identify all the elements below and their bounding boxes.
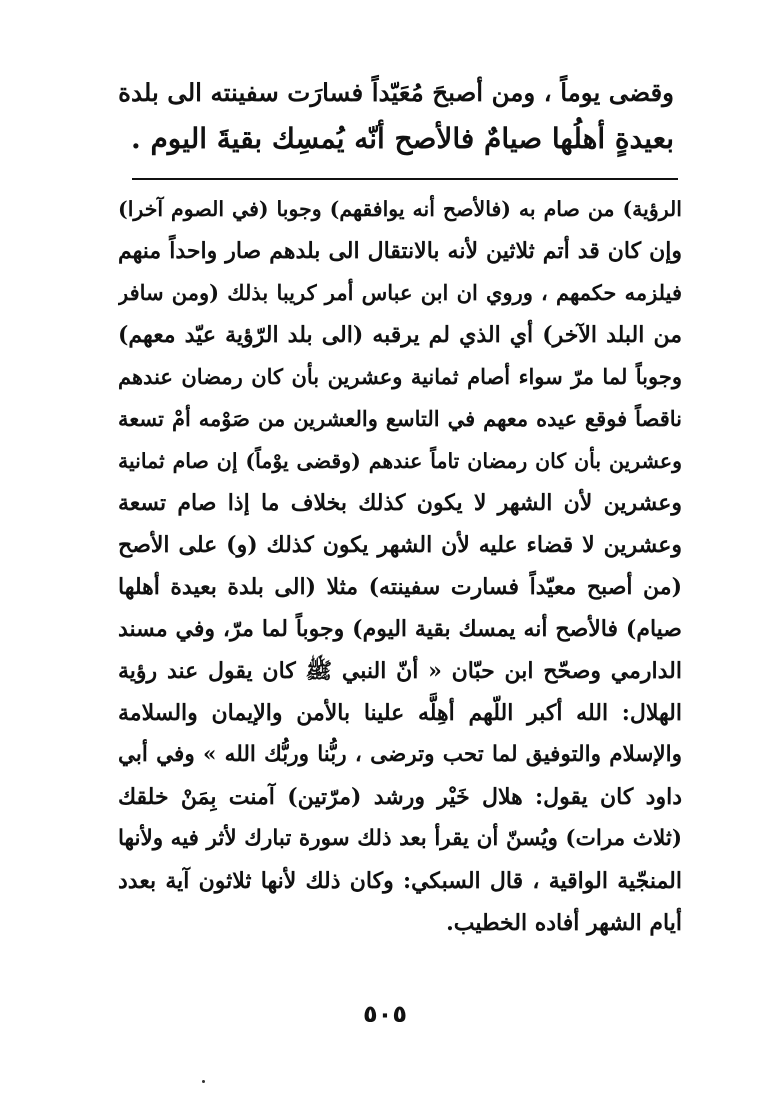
- commentary-block: [118, 188, 682, 944]
- main-text-line: وقضى يوماً ، ومن أصبحَ مُعَيّداً فسارَت سفينته الى بلدة: [118, 78, 674, 107]
- main-text-block: [118, 70, 674, 162]
- commentary-line: وإن كان قد أتم ثلاثين لأنه بالانتقال الى بلدهم صار واحداً منهم: [118, 238, 682, 264]
- ink-speck: [202, 1080, 205, 1083]
- commentary-line: صيام) فالأصح أنه يمسك بقية اليوم) وجوباً لما مرّ، وفي مسند: [118, 616, 682, 642]
- commentary-line: (من أصبح معيّداً فسارت سفينته) مثلا (الى بلدة بعيدة أهلها: [118, 574, 682, 600]
- separator-rule: [132, 178, 678, 180]
- page-number: ٥٠٥: [363, 1000, 407, 1028]
- commentary-line: الهلال: الله أكبر اللّهم أهِلَّه علينا بالأمن والإيمان والسلامة: [118, 700, 682, 726]
- commentary-line: والإسلام والتوفيق لما تحب وترضى ، ربُّنا وربُّك الله » وفي أبي: [118, 742, 682, 767]
- commentary-line: داود كان يقول: هلال خَيْر ورشد (مرّتين) آمنت بِمَنْ خلقك: [118, 784, 682, 810]
- commentary-line: فيلزمه حكمهم ، وروي ان ابن عباس أمر كريبا بذلك (ومن سافر: [118, 280, 682, 305]
- main-text-line: بعيدةٍ أهلُها صيامٌ فالأصح أنّه يُمسِك بقيةَ اليوم .: [130, 122, 674, 155]
- commentary-line: وجوباً لما مرّ سواء أصام ثمانية وعشرين بأن كان رمضان عندهم: [118, 364, 682, 389]
- commentary-line: وعشرين لأن الشهر لا يكون كذلك بخلاف ما إذا صام تسعة: [118, 490, 682, 516]
- commentary-line: وعشرين بأن كان رمضان تاماً عندهم (وقضى يوْماً) إن صام ثمانية: [118, 449, 682, 473]
- commentary-line: المنجّية الواقية ، قال السبكي: وكان ذلك لأنها ثلاثون آية بعدد: [118, 868, 682, 894]
- commentary-line: أيام الشهر أفاده الخطيب.: [446, 910, 682, 936]
- commentary-line: الرؤية) من صام به (فالأصح أنه يوافقهم) وجوبا (في الصوم آخرا): [118, 197, 682, 221]
- commentary-line: من البلد الآخر) أي الذي لم يرقبه (الى بلد الرّؤية عيّد معهم): [118, 322, 682, 348]
- commentary-line: (ثلاث مرات) ويُسنّ أن يقرأ بعد ذلك سورة تبارك لأثر فيه ولأنها: [118, 826, 682, 851]
- commentary-line: الدارمي وصحّح ابن حبّان « أنّ النبي ﷺ كان يقول عند رؤية: [118, 658, 682, 684]
- commentary-line: وعشرين لا قضاء عليه لأن الشهر يكون كذلك (و) على الأصح: [118, 532, 682, 558]
- commentary-line: ناقصاً فوقع عيده معهم في التاسع والعشرين من صَوْمه أمْ تسعة: [118, 406, 682, 431]
